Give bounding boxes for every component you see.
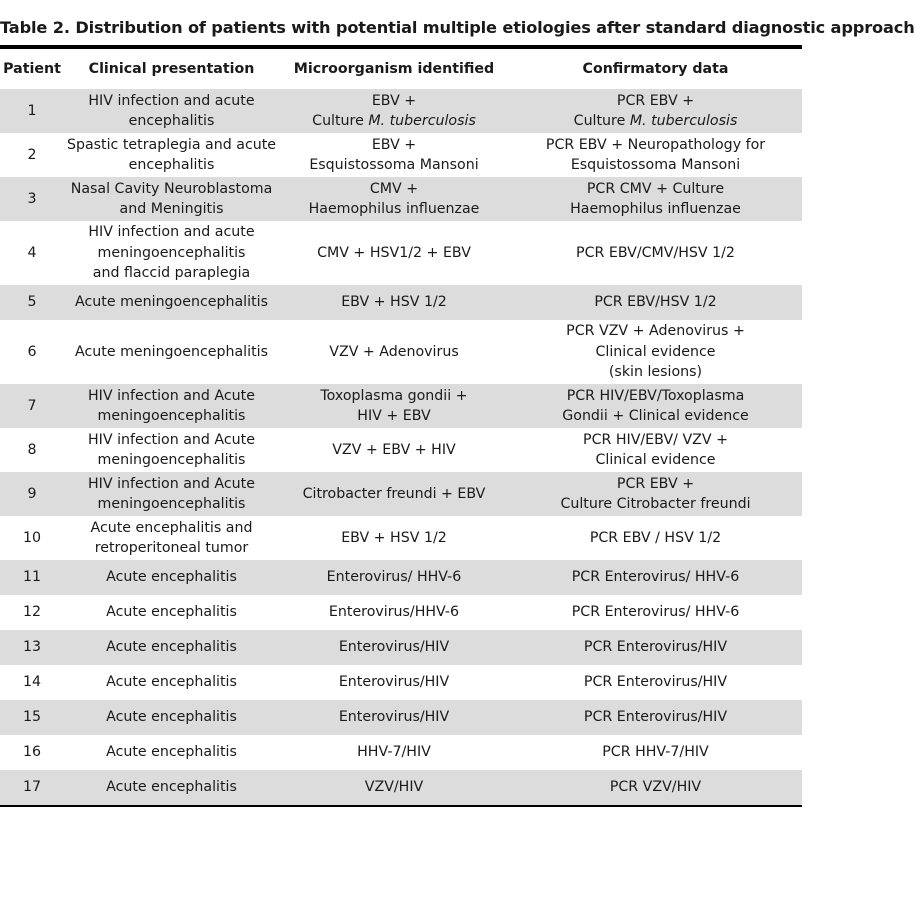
header-patient: Patient [3, 61, 61, 77]
table-row [0, 595, 802, 630]
cell-confirmatory [509, 133, 802, 177]
cell-clinical-presentation [64, 472, 279, 516]
cell-line: Toxoplasma gondii + [320, 387, 468, 404]
cell-line: Acute encephalitis [106, 709, 237, 726]
cell-microorganism [279, 770, 509, 805]
cell-patient: 5 [0, 285, 64, 320]
cell-microorganism [279, 285, 509, 320]
cell-patient: 14 [22, 674, 42, 691]
cell-line: PCR VZV/HIV [609, 779, 702, 796]
cell-line: CMV + HSV1/2 + EBV [317, 244, 471, 261]
cell-patient: 10 [22, 529, 42, 546]
cell-line: and Meningitis [119, 201, 224, 217]
cell-clinical-presentation [64, 384, 279, 428]
cell-confirmatory [509, 735, 802, 770]
cell-line: meningoencephalitis [97, 452, 246, 468]
cell-line: Acute encephalitis [106, 779, 237, 796]
cell-line: Haemophilus influenzae [308, 201, 480, 217]
cell-line: Enterovirus/HIV [338, 674, 450, 691]
cell-line: Acute encephalitis [106, 674, 237, 691]
cell-line: PCR EBV + [616, 475, 695, 492]
cell-line: encephalitis [128, 157, 215, 173]
cell-microorganism [279, 630, 509, 665]
cell-line: Acute encephalitis [106, 604, 237, 621]
cell-microorganism [279, 735, 509, 770]
cell-microorganism [279, 89, 509, 133]
header-clinical-presentation: Clinical presentation [88, 61, 255, 77]
table-row [0, 89, 802, 133]
cell-line: CMV + [369, 180, 419, 197]
cell-microorganism [279, 221, 509, 285]
cell-microorganism [279, 700, 509, 735]
cell-confirmatory [509, 384, 802, 428]
cell-line: PCR HIV/EBV/ VZV + [583, 431, 728, 448]
table-row [0, 665, 802, 700]
cell-microorganism [279, 560, 509, 595]
cell-line: EBV + HSV 1/2 [341, 529, 447, 546]
cell-line: HIV infection and Acute [88, 387, 255, 404]
table-row [0, 384, 802, 428]
cell-clinical-presentation [64, 665, 279, 700]
table-title-wrap [0, 0, 915, 41]
cell-line: Clinical evidence [595, 343, 716, 360]
cell-microorganism [279, 133, 509, 177]
cell-line: PCR EBV + Neuropathology for [545, 136, 766, 153]
table-row [0, 630, 802, 665]
cell-clinical-presentation [64, 735, 279, 770]
cell-line: PCR Enterovirus/ HHV-6 [571, 604, 740, 621]
cell-clinical-presentation [64, 177, 279, 221]
cell-line: Clinical evidence [595, 452, 716, 468]
cell-patient: 11 [0, 560, 64, 595]
cell-line: VZV/HIV [364, 779, 424, 796]
cell-clinical-presentation [64, 700, 279, 735]
cell-line: PCR CMV + Culture [586, 180, 725, 197]
table-row [0, 177, 802, 221]
cell-line: PCR HIV/EBV/Toxoplasma [566, 387, 745, 404]
cell-line: PCR EBV + [616, 92, 695, 109]
cell-line: retroperitoneal tumor [94, 540, 249, 556]
cell-line: and flaccid paraplegia [92, 265, 251, 282]
cell-clinical-presentation [64, 428, 279, 472]
cell-line: Citrobacter freundi + EBV [302, 485, 486, 502]
header-microorganism: Microorganism identified [293, 61, 495, 77]
table-row [0, 560, 802, 595]
cell-line: Enterovirus/HIV [338, 709, 450, 726]
cell-microorganism [279, 177, 509, 221]
cell-patient: 16 [22, 744, 42, 761]
cell-patient: 1 [0, 89, 64, 133]
cell-line: HHV-7/HIV [357, 744, 431, 761]
cell-line: EBV + [371, 92, 417, 109]
cell-confirmatory [509, 560, 802, 595]
cell-line: EBV + [371, 136, 417, 153]
cell-line: meningoencephalitis [97, 244, 246, 261]
table-row [0, 285, 802, 320]
table-row [0, 770, 802, 805]
cell-line: encephalitis [128, 113, 215, 129]
table-row [0, 428, 802, 472]
cell-confirmatory [509, 630, 802, 665]
cell-line: PCR HHV-7/HIV [602, 744, 709, 761]
cell-microorganism [279, 320, 509, 384]
cell-clinical-presentation [64, 89, 279, 133]
cell-line: Culture Citrobacter freundi [560, 496, 751, 512]
cell-microorganism [279, 595, 509, 630]
table-row [0, 221, 802, 285]
cell-confirmatory [509, 700, 802, 735]
cell-line: Culture M. tuberculosis [573, 113, 738, 129]
cell-line: Esquistossoma Mansoni [309, 157, 479, 173]
cell-patient: 3 [0, 177, 64, 221]
cell-clinical-presentation [64, 595, 279, 630]
cell-patient: 2 [27, 146, 37, 163]
cell-line: PCR Enterovirus/HIV [583, 639, 728, 656]
cell-clinical-presentation [64, 560, 279, 595]
cell-microorganism [279, 472, 509, 516]
table-row [0, 320, 802, 384]
table-row [0, 700, 802, 735]
cell-confirmatory [509, 177, 802, 221]
cell-line: HIV infection and Acute [88, 475, 255, 492]
cell-line: HIV infection and Acute [88, 431, 255, 448]
cell-line: VZV + EBV + HIV [332, 441, 456, 458]
cell-clinical-presentation [64, 630, 279, 665]
cell-confirmatory [509, 595, 802, 630]
cell-microorganism [279, 428, 509, 472]
cell-line: Spastic tetraplegia and acute [66, 136, 277, 153]
bottom-rule [0, 805, 802, 807]
cell-line: Esquistossoma Mansoni [570, 157, 741, 173]
table-row [0, 133, 802, 177]
cell-line: Acute meningoencephalitis [75, 294, 268, 311]
cell-confirmatory [509, 770, 802, 805]
header-confirmatory: Confirmatory data [582, 61, 729, 77]
header-row [0, 49, 802, 89]
cell-line: PCR Enterovirus/HIV [583, 709, 728, 726]
cell-line: PCR Enterovirus/HIV [583, 674, 728, 691]
cell-line: Nasal Cavity Neuroblastoma [70, 180, 273, 197]
cell-clinical-presentation [64, 221, 279, 285]
cell-confirmatory [509, 320, 802, 384]
table-body [0, 89, 802, 805]
cell-line: HIV infection and acute [88, 92, 255, 109]
cell-line: Enterovirus/HHV-6 [328, 604, 460, 621]
table-row [0, 472, 802, 516]
table-title: Table 2. Distribution of patients with potential multiple etiologies after standard diagnostic approach [0, 18, 915, 37]
cell-line: Acute encephalitis [106, 639, 237, 656]
cell-patient: 13 [0, 630, 64, 665]
cell-clinical-presentation [64, 770, 279, 805]
cell-confirmatory [509, 472, 802, 516]
cell-line: Gondii + Clinical evidence [562, 408, 749, 424]
cell-clinical-presentation [64, 133, 279, 177]
cell-line: PCR EBV/CMV/HSV 1/2 [576, 244, 735, 261]
patients-table [0, 49, 802, 805]
cell-line: HIV + EBV [357, 408, 431, 424]
cell-line: VZV + Adenovirus [329, 343, 459, 360]
cell-line: meningoencephalitis [97, 496, 246, 512]
cell-confirmatory [509, 285, 802, 320]
table-row [0, 516, 802, 560]
cell-patient: 12 [22, 604, 42, 621]
cell-microorganism [279, 516, 509, 560]
cell-line: meningoencephalitis [97, 408, 246, 424]
cell-line: HIV infection and acute [88, 224, 255, 241]
cell-microorganism [279, 665, 509, 700]
cell-clinical-presentation [64, 320, 279, 384]
cell-line: (skin lesions) [608, 364, 703, 381]
cell-patient: 7 [0, 384, 64, 428]
cell-line: Culture M. tuberculosis [312, 113, 476, 129]
cell-patient: 17 [0, 770, 64, 805]
cell-line: Acute encephalitis and [90, 519, 253, 536]
cell-patient: 8 [27, 441, 37, 458]
cell-patient: 15 [0, 700, 64, 735]
cell-line: PCR VZV + Adenovirus + [566, 323, 745, 340]
cell-confirmatory [509, 665, 802, 700]
cell-clinical-presentation [64, 285, 279, 320]
cell-line: PCR Enterovirus/ HHV-6 [571, 569, 740, 586]
cell-line: Enterovirus/HIV [338, 639, 450, 656]
cell-patient: 4 [27, 244, 37, 261]
cell-line: Acute encephalitis [106, 744, 237, 761]
cell-confirmatory [509, 516, 802, 560]
cell-confirmatory [509, 89, 802, 133]
cell-line: PCR EBV / HSV 1/2 [589, 529, 722, 546]
cell-clinical-presentation [64, 516, 279, 560]
cell-line: Enterovirus/ HHV-6 [326, 569, 462, 586]
cell-patient: 9 [0, 472, 64, 516]
cell-confirmatory [509, 221, 802, 285]
cell-line: EBV + HSV 1/2 [341, 294, 447, 311]
cell-microorganism [279, 384, 509, 428]
cell-line: PCR EBV/HSV 1/2 [594, 294, 717, 311]
cell-confirmatory [509, 428, 802, 472]
cell-patient: 6 [27, 343, 37, 360]
cell-line: Acute encephalitis [106, 569, 237, 586]
table-row [0, 735, 802, 770]
cell-line: Acute meningoencephalitis [75, 343, 268, 360]
cell-line: Haemophilus influenzae [570, 201, 741, 217]
